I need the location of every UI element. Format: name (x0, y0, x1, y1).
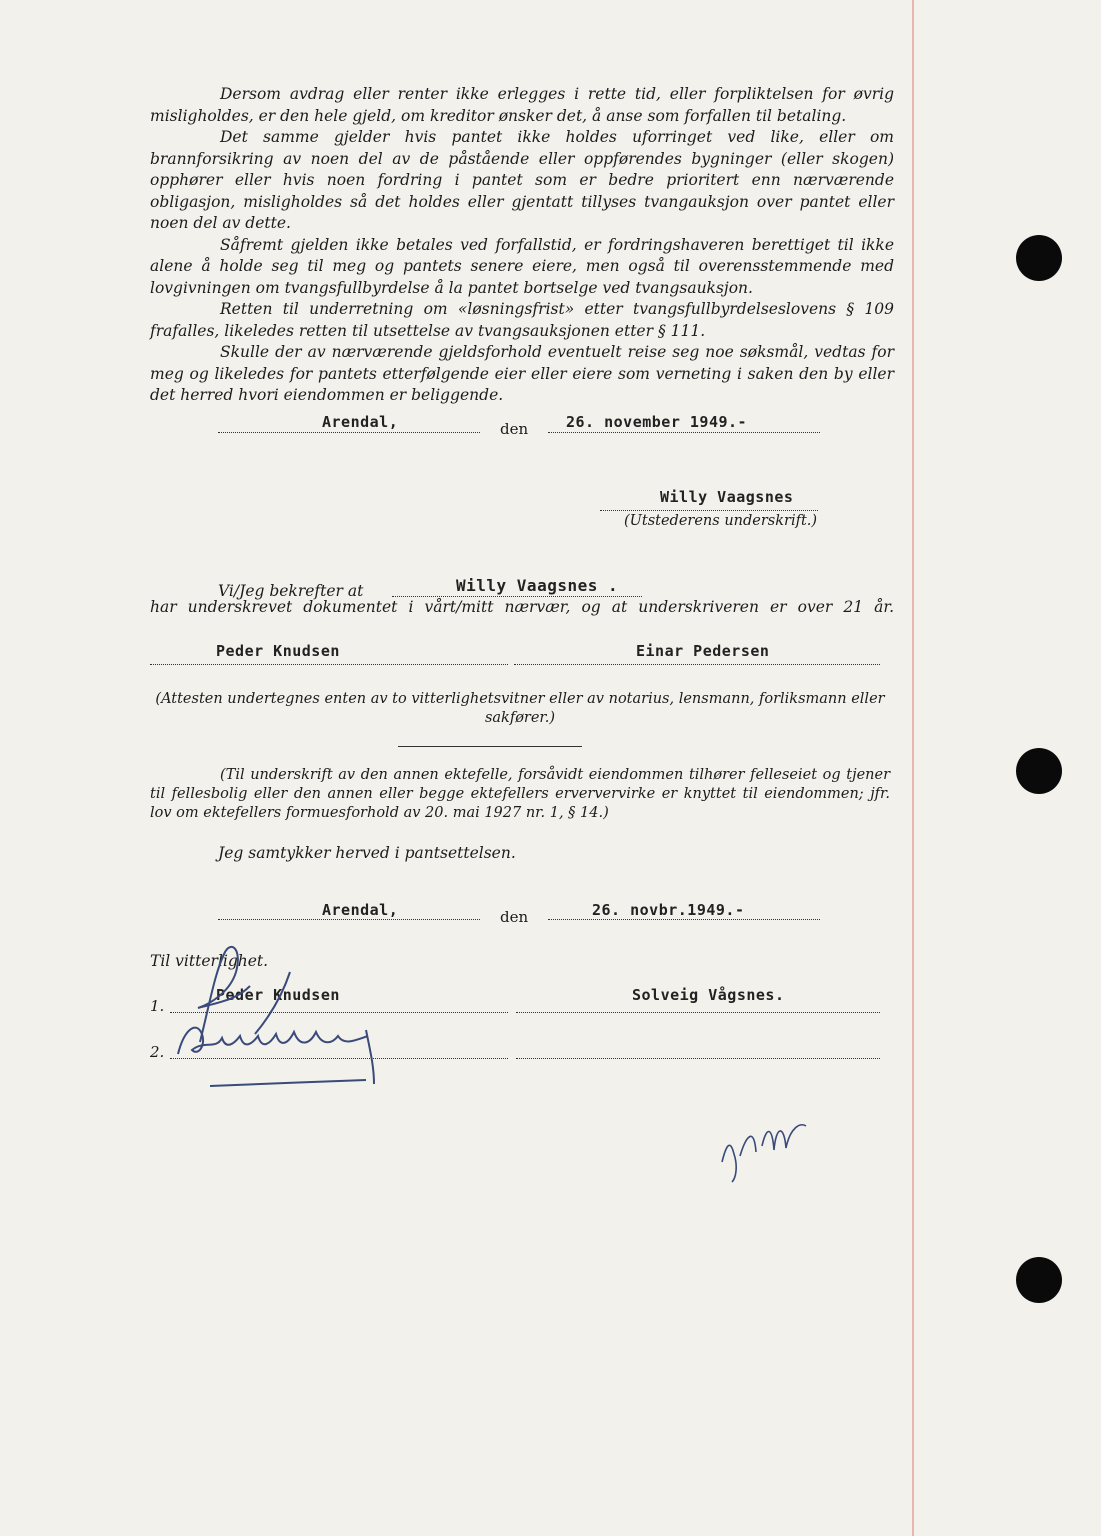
punch-hole-bottom (1016, 1257, 1062, 1303)
clause-default: Dersom avdrag eller renter ikke erlegges i rette tid, eller forpliktelsen for øvrig misligholdes, er den hele gjeld, om kreditor ønsker det, å anse som forfallen til betaling. (150, 85, 894, 125)
clause-venue: Skulle der av nærværende gjeldsforhold eventuelt reise seg noe søksmål, vedtas for meg og likeledes for pantets etterfølgende eier eller eiere som verneting i saken den by eller det herred hvori eiendommen er beliggende. (150, 343, 894, 404)
confirmed-name-line (392, 596, 642, 597)
spouse-note-text: (Til underskrift av den annen ektefelle, forsåvidt eiendommen tilhører felleseiet og tjener til fellesbolig eller den annen eller begge ektefellers erververvirke er knyttet til eiendommen; jfr. lov om ektefellers formuesforhold av 20. mai 1927 nr. 1, § 14.) (150, 767, 890, 821)
confirm-prefix: Vi/Jeg bekrefter at (218, 582, 364, 600)
issuer-signature: Willy Vaagsnes (660, 488, 794, 506)
consent-statement: Jeg samtykker herved i pantsettelsen. (218, 844, 516, 862)
section-divider (398, 746, 582, 747)
punch-hole-middle (1016, 748, 1062, 794)
date-line-2 (548, 919, 820, 920)
witness-1: Peder Knudsen (216, 642, 340, 660)
blank-line-2 (516, 1058, 880, 1059)
issue-date: 26. november 1949.- (566, 413, 748, 431)
place-line-2 (218, 919, 480, 920)
punch-hole-top (1016, 235, 1062, 281)
spouse-date: 26. novbr.1949.- (592, 901, 745, 919)
margin-line (912, 0, 914, 1536)
line-1-number: 1. (150, 997, 165, 1015)
witness-line-1-name: Peder Knudsen (216, 986, 340, 1004)
attest-note: (Attesten undertegnes enten av to vitterlighetsvitner eller av notarius, lensmann, forliksmann eller sakfører.) (155, 691, 885, 726)
witness-heading: Til vitterlighet. (150, 952, 269, 970)
witness-1-line (150, 664, 508, 665)
clause-enforcement: Såfremt gjelden ikke betales ved forfallstid, er fordringshaveren berettiget til ikke alene å holde seg til meg og pantets senere eiere, men også til overensstemmende med lovgivningen om tvangsfullbyrdelse å la pantet bortselge ved tvangsauksjon. (150, 235, 894, 297)
issue-place: Arendal, (322, 413, 399, 431)
issuer-signature-caption: (Utstederens underskrift.) (624, 513, 818, 529)
date-line (548, 432, 820, 433)
line-2-number: 2. (150, 1043, 165, 1061)
handwritten-initials (714, 1116, 814, 1186)
spouse-note (150, 766, 890, 823)
confirmed-name: Willy Vaagsnes . (456, 576, 619, 595)
clause-insurance: Det samme gjelder hvis pantet ikke holdes uforringet ved like, eller om brannforsikring av noen del av de påstående eller oppførendes bygninger (eller skogen) opphører eller hvis noen fordring i pantet som er bedre prioritert enn nærværende obligasjon, misligholdes så det holdes eller gjentatt tillyses tvangauksjon over pantet eller noen del av dette. (150, 128, 894, 232)
witness-2-line (514, 664, 880, 665)
terms-clauses (150, 84, 894, 407)
confirm-text: har underskrevet dokumentet i vårt/mitt nærvær, og at underskriveren er over 21 år. (150, 598, 894, 616)
spouse-signature: Solveig Vågsnes. (632, 986, 785, 1004)
handwritten-signature-witness-2 (170, 1010, 390, 1090)
place-line (218, 432, 480, 433)
spouse-signature-line (516, 1012, 880, 1013)
spouse-place: Arendal, (322, 901, 399, 919)
issuer-signature-line (600, 510, 818, 511)
clause-notice: Retten til underretning om «løsningsfrist» etter tvangsfullbyrdelseslovens § 109 frafalles, likeledes retten til utsettelse av tvangsauksjonen etter § 111. (150, 300, 894, 340)
den-label-2: den (500, 908, 529, 926)
witness-2: Einar Pedersen (636, 642, 770, 660)
den-label: den (500, 420, 529, 438)
